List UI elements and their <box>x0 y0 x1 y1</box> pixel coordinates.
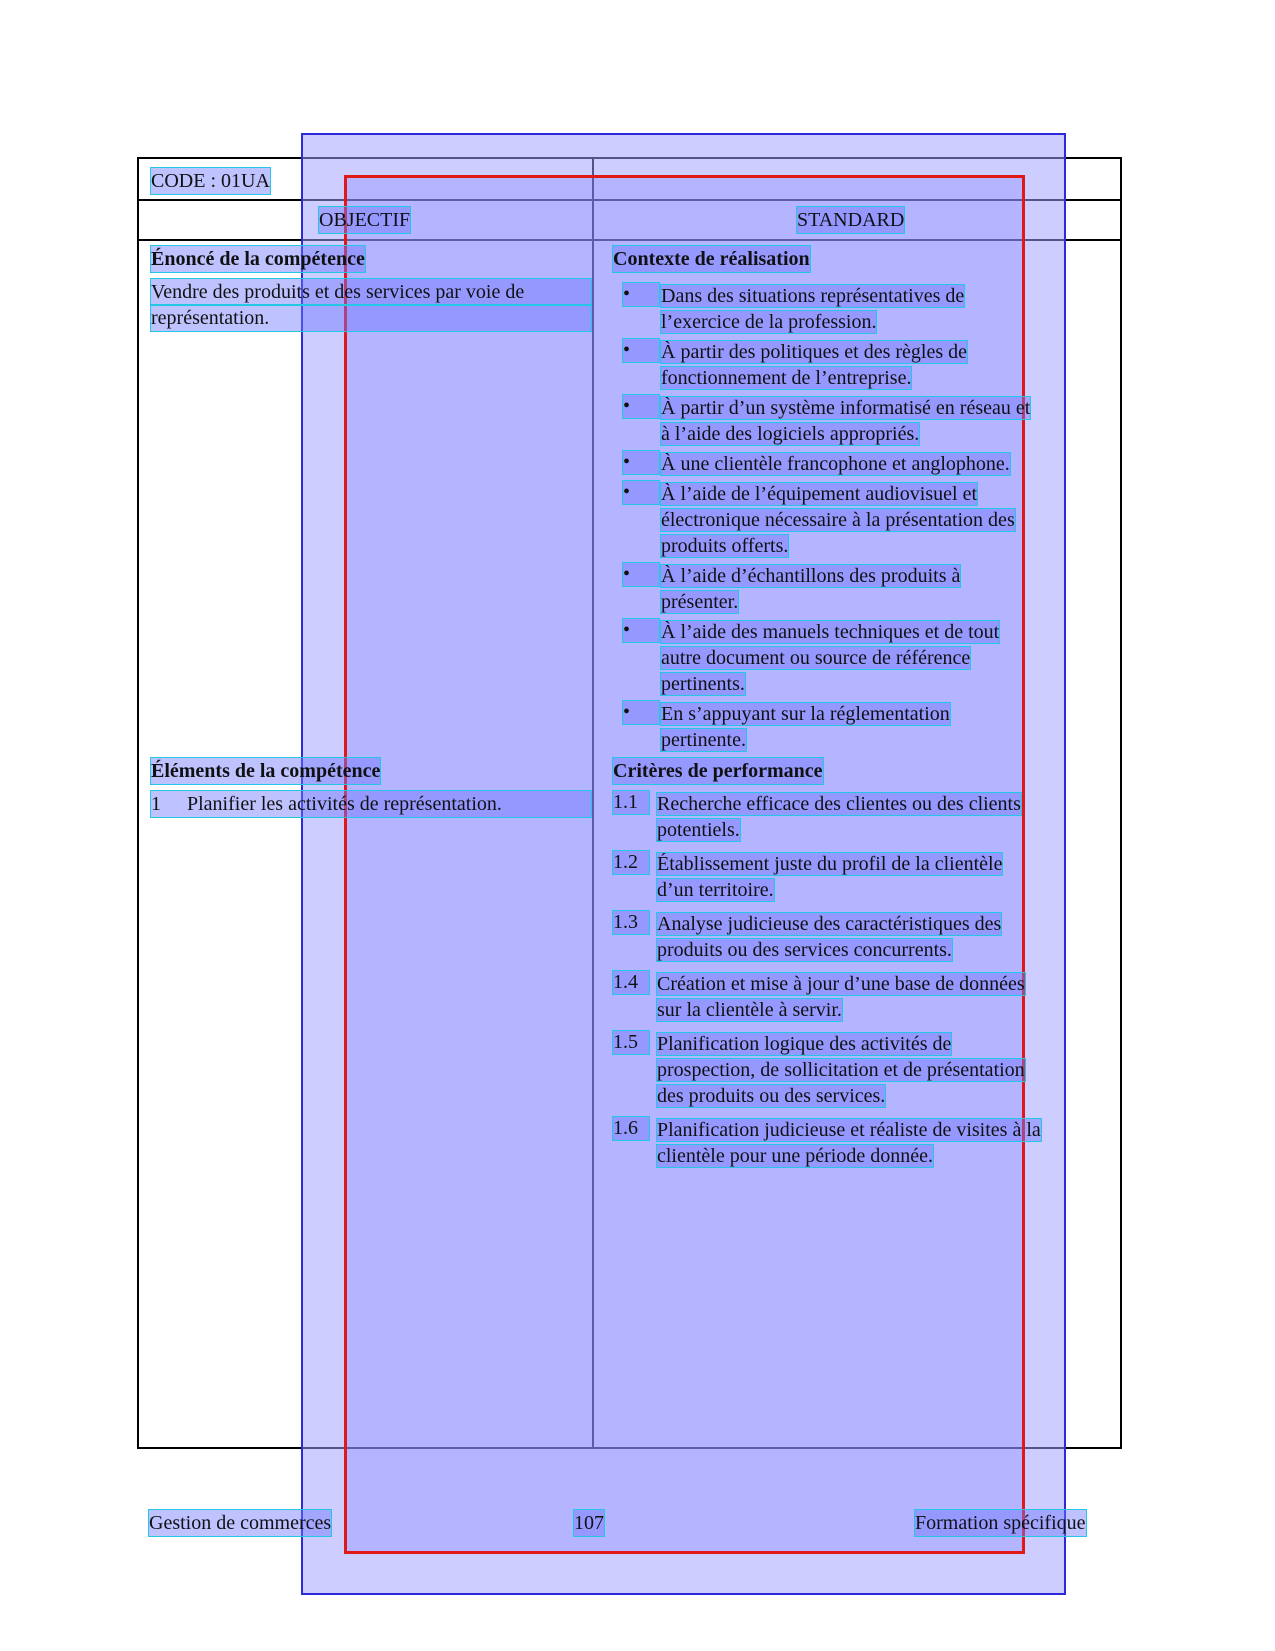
contexte-item-line: À partir des politiques et des règles de <box>661 341 968 363</box>
enonce-title: Énoncé de la compétence <box>151 248 365 270</box>
critere-item-line: Établissement juste du profil de la clientèle <box>657 853 1003 875</box>
contexte-item <box>623 395 1093 447</box>
critere-item <box>613 791 1093 843</box>
critere-item <box>613 1031 1093 1109</box>
critere-item-line: clientèle pour une période donnée. <box>657 1145 933 1167</box>
code-label: CODE : 01UA <box>151 170 270 192</box>
footer-right: Formation spécifique <box>915 1512 1086 1534</box>
bullet-icon: • <box>623 283 659 306</box>
contexte-item-line: À l’aide des manuels techniques et de tout <box>661 621 1000 643</box>
critere-number: 1.3 <box>613 911 649 934</box>
contexte-item-line: Dans des situations représentatives de <box>661 285 965 307</box>
critere-item <box>613 851 1093 903</box>
contexte-item-line: À une clientèle francophone et anglophone. <box>661 453 1010 475</box>
header-standard: STANDARD <box>797 209 905 231</box>
bullet-icon: • <box>623 563 659 586</box>
critere-item-line: potentiels. <box>657 819 740 841</box>
critere-item-line: produits ou des services concurrents. <box>657 939 952 961</box>
contexte-item-line: fonctionnement de l’entreprise. <box>661 367 912 389</box>
critere-number: 1.2 <box>613 851 649 874</box>
contexte-item-line: produits offerts. <box>661 535 789 557</box>
critere-number: 1.5 <box>613 1031 649 1054</box>
critere-number: 1.6 <box>613 1117 649 1140</box>
critere-number: 1.4 <box>613 971 649 994</box>
contexte-item-line: À l’aide de l’équipement audiovisuel et <box>661 483 978 505</box>
criteres-list <box>613 791 1093 1169</box>
criteres-title: Critères de performance <box>613 760 823 782</box>
contexte-item <box>623 283 1093 335</box>
critere-item-line: d’un territoire. <box>657 879 774 901</box>
contexte-item-line: pertinente. <box>661 729 746 751</box>
bullet-icon: • <box>623 339 659 362</box>
critere-item-line: Recherche efficace des clientes ou des clients <box>657 793 1021 815</box>
contexte-item-line: à l’aide des logiciels appropriés. <box>661 423 920 445</box>
footer-page-number: 107 <box>574 1512 604 1534</box>
table-right-border <box>1120 157 1122 1449</box>
critere-item-line: Analyse judicieuse des caractéristiques des <box>657 913 1002 935</box>
enonce-text <box>151 279 591 331</box>
contexte-item <box>623 451 1093 477</box>
contexte-title: Contexte de réalisation <box>613 248 810 270</box>
element-text: Planifier les activités de représentation. <box>187 793 502 815</box>
footer-left: Gestion de commerces <box>149 1512 332 1534</box>
contexte-item <box>623 563 1093 615</box>
critere-item-line: Planification logique des activités de <box>657 1033 952 1055</box>
critere-item <box>613 911 1093 963</box>
contexte-item-line: autre document ou source de référence <box>661 647 971 669</box>
contexte-item-line: À l’aide d’échantillons des produits à <box>661 565 961 587</box>
contexte-item-line: présenter. <box>661 591 739 613</box>
contexte-item-line: En s’appuyant sur la réglementation <box>661 703 950 725</box>
enonce-line: Vendre des produits et des services par voie de <box>151 279 591 305</box>
contexte-item-line: pertinents. <box>661 673 745 695</box>
contexte-item <box>623 339 1093 391</box>
critere-item-line: sur la clientèle à servir. <box>657 999 842 1021</box>
critere-item-line: Planification judicieuse et réaliste de visites à la <box>657 1119 1041 1141</box>
critere-number: 1.1 <box>613 791 649 814</box>
element-item <box>151 791 591 817</box>
bullet-icon: • <box>623 395 659 418</box>
contexte-item <box>623 701 1093 753</box>
contexte-item-line: À partir d’un système informatisé en réseau et <box>661 397 1031 419</box>
critere-item <box>613 1117 1093 1169</box>
contexte-item <box>623 481 1093 559</box>
critere-item-line: prospection, de sollicitation et de présentation <box>657 1059 1025 1081</box>
header-objectif: OBJECTIF <box>319 209 411 231</box>
bullet-icon: • <box>623 701 659 724</box>
bullet-icon: • <box>623 619 659 642</box>
bullet-icon: • <box>623 481 659 504</box>
contexte-item <box>623 619 1093 697</box>
table-left-border <box>137 157 139 1449</box>
contexte-item-line: l’exercice de la profession. <box>661 311 877 333</box>
critere-item-line: Création et mise à jour d’une base de données <box>657 973 1025 995</box>
critere-item <box>613 971 1093 1023</box>
bullet-icon: • <box>623 451 659 474</box>
elements-title: Éléments de la compétence <box>151 760 381 782</box>
enonce-line: représentation. <box>151 305 591 331</box>
contexte-list <box>623 283 1093 753</box>
contexte-item-line: électronique nécessaire à la présentation des <box>661 509 1015 531</box>
element-number: 1 <box>151 793 161 815</box>
critere-item-line: des produits ou des services. <box>657 1085 886 1107</box>
